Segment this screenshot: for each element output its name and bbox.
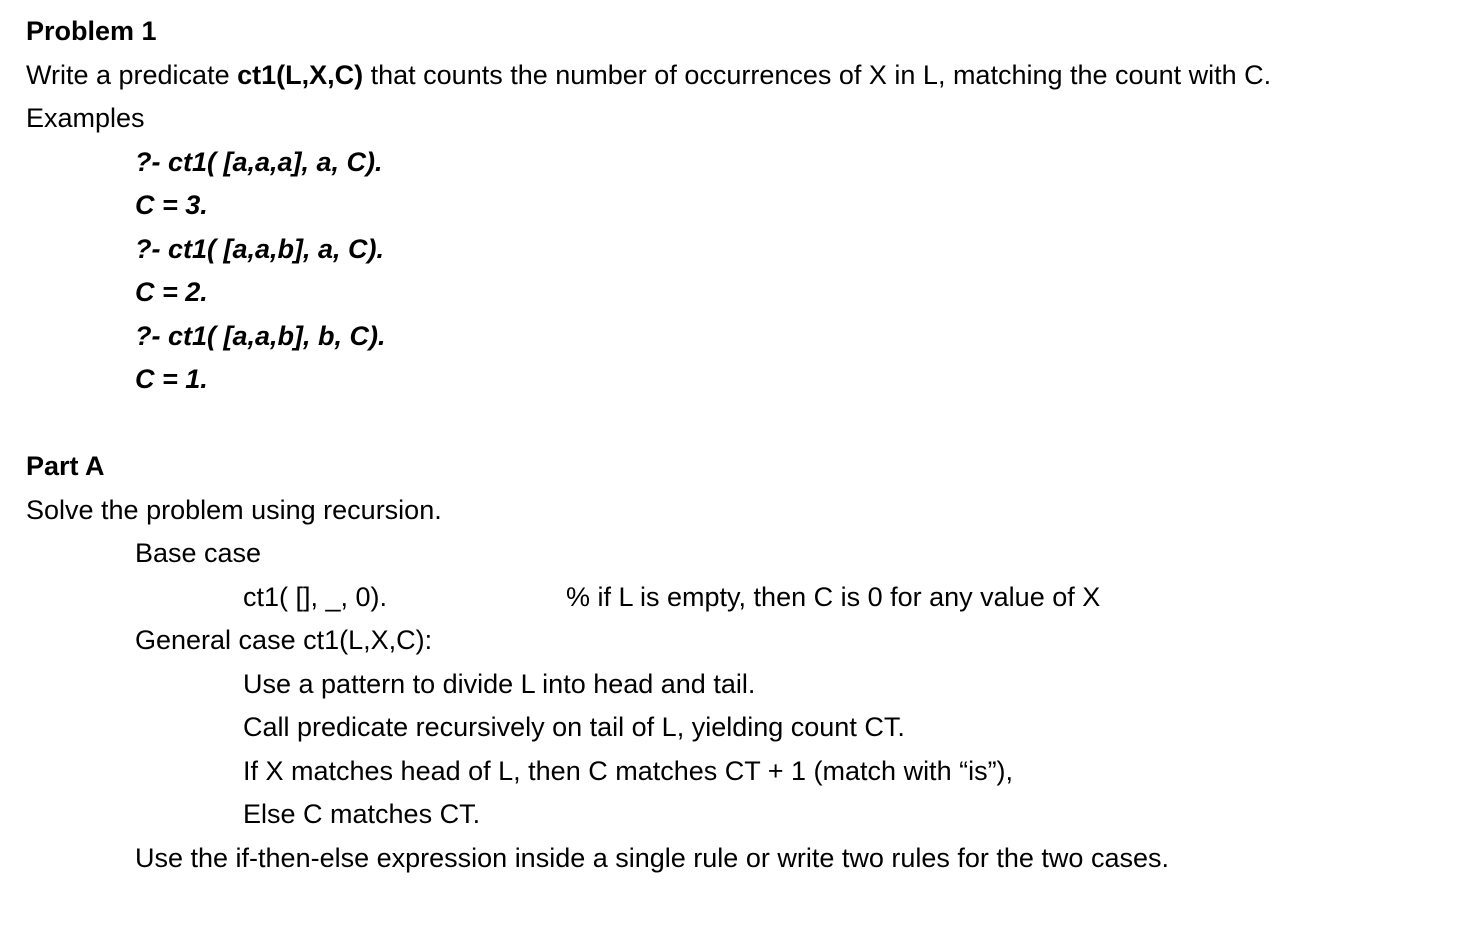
base-case-code: ct1( [], _, 0).: [243, 582, 388, 612]
intro-suffix: that counts the number of occurrences of X in L, matching the count with C.: [363, 60, 1272, 90]
general-case-label: General case ct1(L,X,C):: [135, 625, 433, 655]
general-step: Else C matches CT.: [243, 799, 481, 829]
general-step: Use a pattern to divide L into head and tail.: [243, 669, 756, 699]
example-line: C = 2.: [135, 277, 208, 307]
part-a-heading: Part A: [26, 451, 105, 481]
example-line: ?- ct1( [a,a,b], b, C).: [135, 321, 386, 351]
base-case-comment: % if L is empty, then C is 0 for any value of X: [566, 582, 1101, 612]
base-case-label: Base case: [135, 538, 262, 568]
intro-prefix: Write a predicate: [26, 60, 238, 90]
example-line: ?- ct1( [a,a,a], a, C).: [135, 147, 383, 177]
example-line: C = 3.: [135, 190, 208, 220]
general-step: If X matches head of L, then C matches CT + 1 (match with “is”),: [243, 756, 1014, 786]
intro-predicate: ct1(L,X,C): [237, 60, 364, 90]
closing-instruction: Use the if-then-else expression inside a single rule or write two rules for the two cases.: [135, 843, 1169, 873]
problem-heading: Problem 1: [26, 16, 157, 46]
example-line: ?- ct1( [a,a,b], a, C).: [135, 234, 385, 264]
general-step: Call predicate recursively on tail of L, yielding count CT.: [243, 712, 905, 742]
examples-label: Examples: [26, 103, 145, 133]
example-line: C = 1.: [135, 364, 208, 394]
part-a-intro: Solve the problem using recursion.: [26, 495, 442, 525]
problem-intro: [26, 58, 1271, 92]
